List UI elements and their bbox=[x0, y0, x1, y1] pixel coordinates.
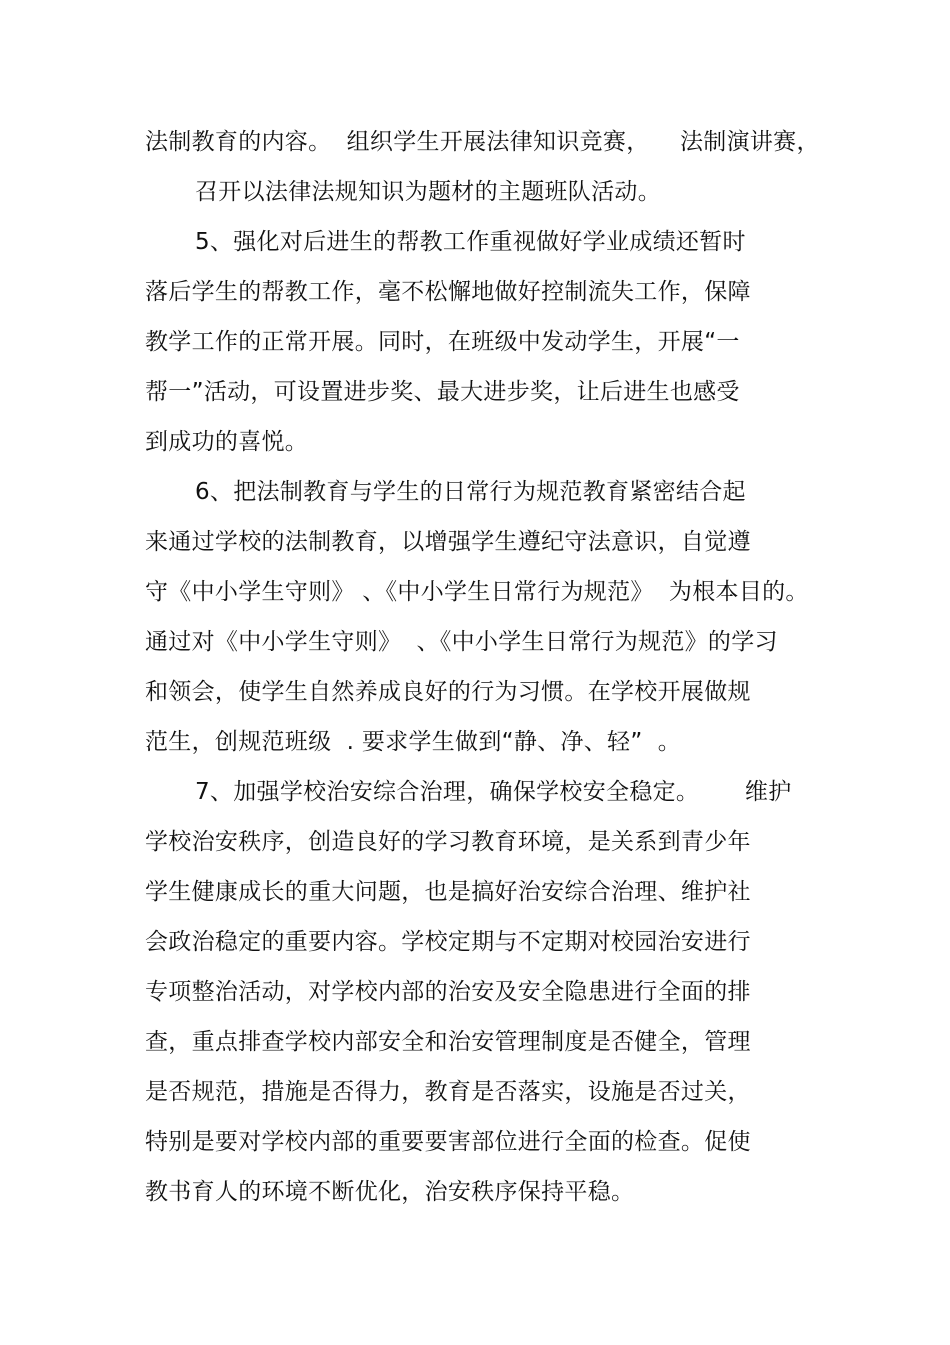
text-line: 是否规范，措施是否得力，教育是否落实，设施是否过关， bbox=[145, 1079, 751, 1105]
text-line: 5、强化对后进生的帮教工作重视做好学业成绩还暂时 bbox=[195, 229, 746, 255]
text-line: 学校治安秩序，创造良好的学习教育环境，是关系到青少年 bbox=[145, 829, 751, 855]
text-line: 法制教育的内容。 组织学生开展法律知识竞赛， 法制演讲赛， bbox=[145, 129, 820, 155]
text-line: 通过对《中小学生守则》 、《中小学生日常行为规范》的学习 bbox=[145, 629, 778, 655]
text-line: 专项整治活动，对学校内部的治安及安全隐患进行全面的排 bbox=[145, 979, 751, 1005]
text-line: 到成功的喜悦。 bbox=[145, 429, 309, 455]
text-line: 会政治稳定的重要内容。学校定期与不定期对校园治安进行 bbox=[145, 929, 751, 955]
text-line: 7、加强学校治安综合治理，确保学校安全稳定。 维护 bbox=[195, 779, 792, 805]
text-line: 守《中小学生守则》 、《中小学生日常行为规范》 为根本目的。 bbox=[145, 579, 809, 605]
text-line: 教学工作的正常开展。同时，在班级中发动学生，开展“一 bbox=[145, 329, 740, 355]
text-line: 和领会，使学生自然养成良好的行为习惯。在学校开展做规 bbox=[145, 679, 751, 705]
text-line: 6、把法制教育与学生的日常行为规范教育紧密结合起 bbox=[195, 479, 746, 505]
text-line: 教书育人的环境不断优化，治安秩序保持平稳。 bbox=[145, 1179, 635, 1205]
text-line: 查，重点排查学校内部安全和治安管理制度是否健全，管理 bbox=[145, 1029, 751, 1055]
text-line: 范生，创规范班级 . 要求学生做到“静、净、轻” 。 bbox=[145, 729, 682, 755]
text-line: 特别是要对学校内部的重要要害部位进行全面的检查。促使 bbox=[145, 1129, 751, 1155]
text-line: 召开以法律法规知识为题材的主题班队活动。 bbox=[195, 179, 661, 205]
text-line: 来通过学校的法制教育，以增强学生遵纪守法意识，自觉遵 bbox=[145, 529, 751, 555]
text-line: 学生健康成长的重大问题，也是搞好治安综合治理、维护社 bbox=[145, 879, 751, 905]
text-line: 帮一”活动，可设置进步奖、最大进步奖，让后进生也感受 bbox=[145, 379, 740, 405]
text-line: 落后学生的帮教工作，毫不松懈地做好控制流失工作，保障 bbox=[145, 279, 751, 305]
